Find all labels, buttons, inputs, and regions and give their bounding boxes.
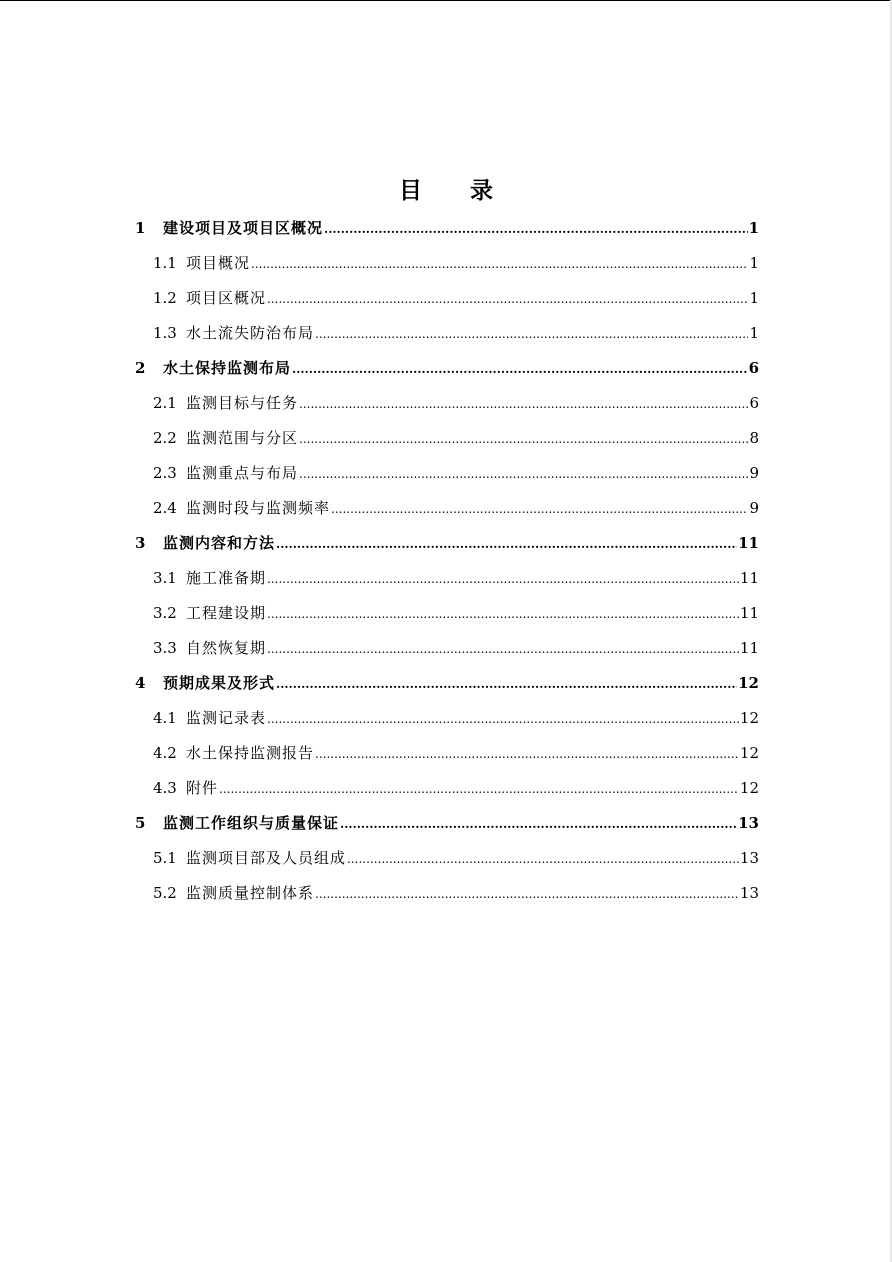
toc-entry-page: 1 [749, 323, 759, 342]
toc-entry[interactable] [153, 595, 759, 630]
toc-entry-number: 4 [135, 673, 146, 692]
toc-dot-leader [299, 385, 748, 420]
toc-entry-title: 监测工作组织与质量保证 [163, 814, 340, 832]
toc-entry-page: 11 [739, 638, 759, 657]
toc-dot-leader [267, 630, 739, 665]
toc-entry-title: 监测质量控制体系 [186, 884, 315, 902]
toc-entry[interactable] [153, 315, 759, 350]
toc-dot-leader [251, 245, 748, 280]
toc-entry[interactable] [153, 560, 759, 595]
toc-entry-number: 4.2 [153, 743, 177, 762]
toc-entry-page: 1 [749, 288, 759, 307]
toc-dot-leader [315, 735, 739, 770]
toc-entry-title: 监测目标与任务 [186, 394, 299, 412]
toc-entry-number: 3.2 [153, 603, 177, 622]
toc-entry-page: 6 [749, 393, 759, 412]
toc-entry[interactable] [135, 665, 759, 700]
toc-entry[interactable] [153, 245, 759, 280]
toc-entry-title: 监测项目部及人员组成 [186, 849, 347, 867]
toc-entry-title: 预期成果及形式 [163, 674, 276, 692]
toc-entry-page: 13 [739, 848, 759, 867]
toc-entry[interactable] [135, 210, 759, 245]
toc-entry-title: 水土保持监测布局 [163, 359, 292, 377]
toc-entry-number: 2.2 [153, 428, 177, 447]
toc-entry-page: 1 [749, 253, 759, 272]
toc-entry-number: 4.1 [153, 708, 177, 727]
toc-entry-title: 监测时段与监测频率 [186, 499, 331, 517]
toc-entry-page: 9 [749, 463, 759, 482]
toc-entry[interactable] [135, 805, 759, 840]
toc-entry-page: 11 [739, 568, 759, 587]
toc-entry-number: 2.3 [153, 463, 177, 482]
toc-entry-page: 11 [738, 533, 759, 552]
toc-entry-page: 12 [738, 673, 759, 692]
toc-dot-leader [267, 700, 739, 735]
toc-entry-number: 1.3 [153, 323, 177, 342]
toc-entry-title: 建设项目及项目区概况 [163, 219, 324, 237]
toc-entry[interactable] [153, 770, 759, 805]
toc-entry-number: 3.1 [153, 568, 177, 587]
toc-entry-number: 5.2 [153, 883, 177, 902]
toc-entry[interactable] [153, 280, 759, 315]
toc-entry-title: 水土流失防治布局 [186, 324, 315, 342]
toc-entry-page: 12 [739, 743, 759, 762]
toc-dot-leader [276, 665, 737, 700]
toc-dot-leader [267, 595, 739, 630]
toc-dot-leader [331, 490, 748, 525]
toc-entry-title: 工程建设期 [186, 604, 267, 622]
toc-entry-number: 1.1 [153, 253, 177, 272]
toc-dot-leader [315, 315, 748, 350]
toc-entry-page: 12 [739, 778, 759, 797]
toc-entry-title: 监测重点与布局 [186, 464, 299, 482]
toc-entry-title: 水土保持监测报告 [186, 744, 315, 762]
toc-entry-page: 9 [749, 498, 759, 517]
toc-entry[interactable] [153, 455, 759, 490]
toc-dot-leader [267, 280, 748, 315]
toc-dot-leader [267, 560, 739, 595]
toc-entry-number: 1 [135, 218, 146, 237]
toc-entry-title: 附件 [186, 779, 219, 797]
toc-entry-number: 5.1 [153, 848, 177, 867]
toc-dot-leader [219, 770, 739, 805]
toc-entry-number: 1.2 [153, 288, 177, 307]
toc-title: 目 录 [398, 177, 513, 204]
toc-entry-page: 1 [748, 218, 759, 237]
toc-entry-title: 项目概况 [186, 254, 251, 272]
toc-entry[interactable] [153, 420, 759, 455]
toc-entry-page: 8 [749, 428, 759, 447]
toc-entry-title: 监测内容和方法 [163, 534, 276, 552]
toc-entry-page: 12 [739, 708, 759, 727]
toc-entry[interactable] [153, 630, 759, 665]
toc-entry-title: 监测记录表 [186, 709, 267, 727]
toc-dot-leader [324, 210, 748, 245]
toc-entry-title: 自然恢复期 [186, 639, 267, 657]
toc-entry-page: 13 [739, 883, 759, 902]
toc-dot-leader [299, 455, 748, 490]
toc-entry-page: 11 [739, 603, 759, 622]
toc-entry-number: 4.3 [153, 778, 177, 797]
toc-entry-number: 2 [135, 358, 146, 377]
toc-entry-number: 3 [135, 533, 146, 552]
toc-entry[interactable] [153, 385, 759, 420]
toc-entry[interactable] [135, 350, 759, 385]
toc-entry-number: 3.3 [153, 638, 177, 657]
toc-dot-leader [292, 350, 748, 385]
toc-entry-number: 2.4 [153, 498, 177, 517]
page-top-border [0, 0, 892, 1]
toc-entry-page: 13 [738, 813, 759, 832]
toc-dot-leader [340, 805, 737, 840]
toc-dot-leader [347, 840, 739, 875]
toc-entry-title: 监测范围与分区 [186, 429, 299, 447]
toc-entry[interactable] [153, 840, 759, 875]
toc-entry-number: 5 [135, 813, 146, 832]
toc-dot-leader [299, 420, 748, 455]
toc-entry-page: 6 [748, 358, 759, 377]
toc-entry[interactable] [153, 875, 759, 910]
toc-entry[interactable] [153, 700, 759, 735]
toc-entry[interactable] [153, 490, 759, 525]
toc-entry[interactable] [153, 735, 759, 770]
toc-entry-title: 施工准备期 [186, 569, 267, 587]
toc-entry[interactable] [135, 525, 759, 560]
toc-entry-number: 2.1 [153, 393, 177, 412]
toc-dot-leader [315, 875, 739, 910]
toc-dot-leader [276, 525, 737, 560]
toc-entry-title: 项目区概况 [186, 289, 267, 307]
